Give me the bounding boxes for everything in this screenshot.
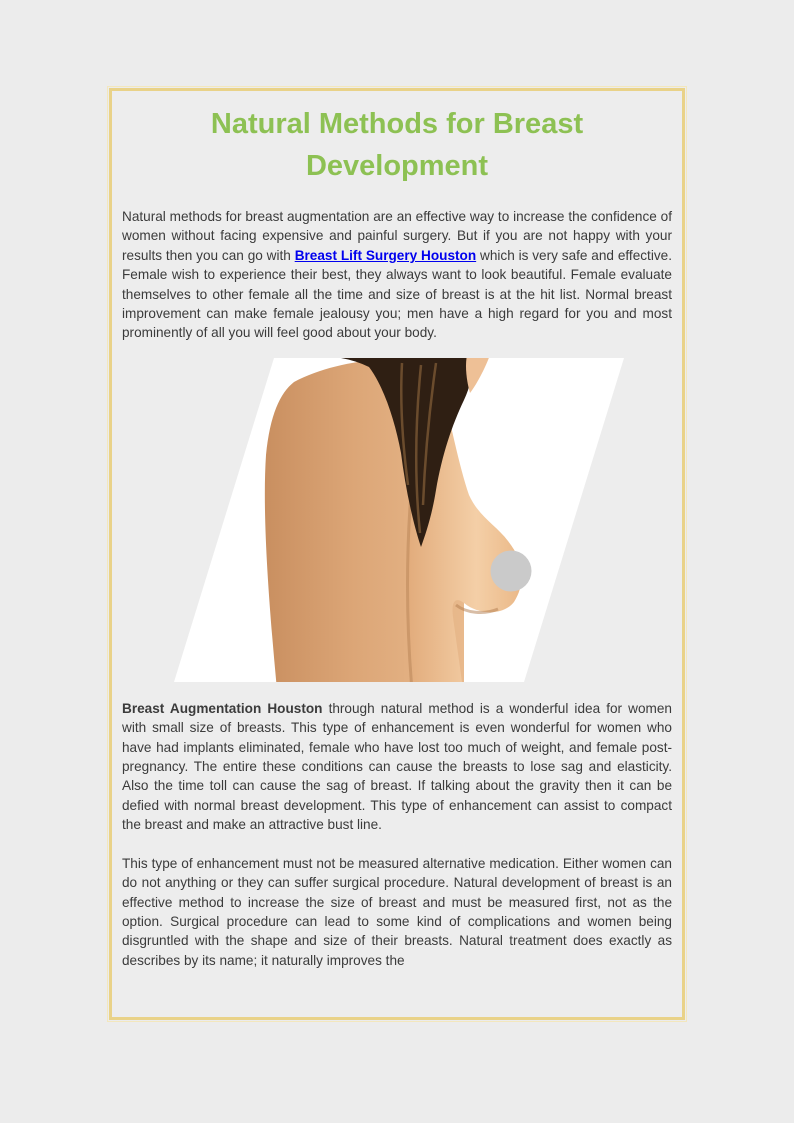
- page-title: Natural Methods for Breast Development: [210, 108, 584, 182]
- paragraph-intro: [122, 207, 672, 343]
- censor-circle: [491, 550, 532, 591]
- torso-profile-photo: [174, 355, 634, 685]
- torso-profile-photo-svg: [174, 355, 634, 685]
- paragraph-alternative: This type of enhancement must not be measured alternative medication. Either women can do not anything or they can suffer surgical procedure. Natural development of breast is an effective method to increase the size of breast and must be measured first, not as the option. Surgical procedure can lead to some kind of complications and women being disgruntled with the shape and size of their breasts. Natural treatment does exactly as describes by its name; it naturally improves the: [122, 855, 672, 968]
- breast-lift-surgery-houston-link[interactable]: Breast Lift Surgery Houston: [294, 247, 477, 263]
- intro-text-before-link: Natural methods for breast augmentation are an effective way to increase the confidence of women without facing expensive and painful surgery. But if you are not happy with your results then you can go with: [122, 209, 672, 263]
- bold-lead-breast-augmentation-houston: Breast Augmentation Houston: [122, 700, 323, 716]
- augmentation-text: through natural method is a wonderful idea for women with small size of breasts. This type of enhancement is even wonderful for women who have had implants eliminated, female who have lost too much of weight, and female post-pregnancy. The entire these conditions can cause the breasts to lose sag and elasticity. Also the time toll can cause the sag of breast. If talking about the gravity then it can be defied with normal breast development. This type of enhancement can assist to compact the breast and make an attractive bust line.: [122, 700, 672, 833]
- intro-text-after-link: which is very safe and effective. Female wish to experience their best, they always want to look beautiful. Female evaluate themselves to other female all the time and size of breast is at the hit list. Normal breast improvement can make female jealousy you; men have a high regard for you and most prominently of all you will feel good about your body.: [122, 247, 672, 341]
- paragraph-augmentation: [122, 699, 672, 835]
- document-frame: [109, 88, 685, 1020]
